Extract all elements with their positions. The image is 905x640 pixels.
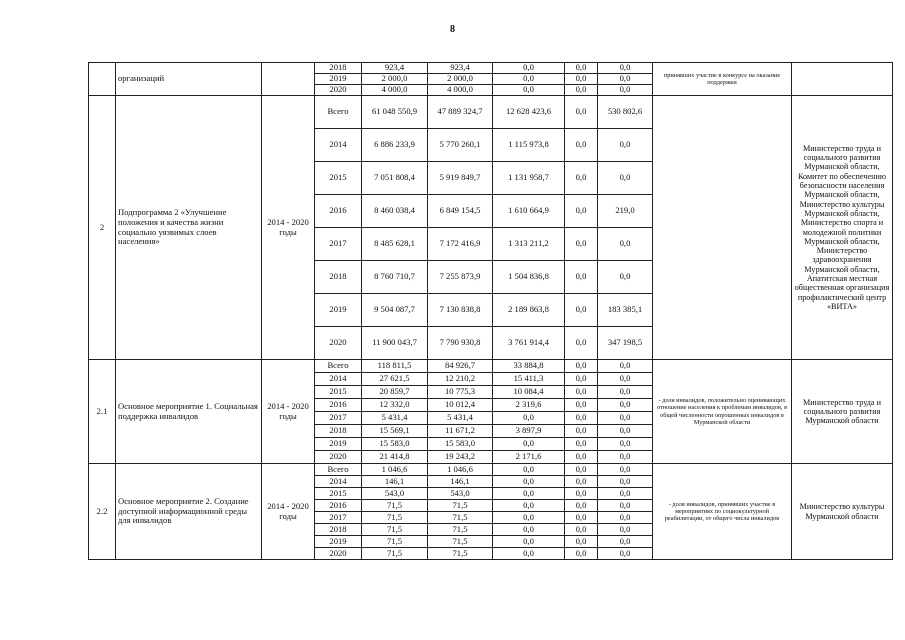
other-cell: 0,0 [598,451,653,464]
year-cell: Всего [315,360,362,373]
total-cell: 27 621,5 [362,373,428,386]
year-cell: 2019 [315,536,362,548]
federal-cell: 2 171,6 [493,451,565,464]
local-cell: 0,0 [565,536,598,548]
local-cell: 0,0 [565,96,598,129]
local-cell: 0,0 [565,162,598,195]
total-cell: 71,5 [362,536,428,548]
table-row [89,464,893,476]
local-cell: 0,0 [565,512,598,524]
table-row [89,63,893,74]
program-budget-table [88,62,893,560]
local-cell: 0,0 [565,360,598,373]
regional-cell: 923,4 [428,63,493,74]
total-cell: 923,4 [362,63,428,74]
period-cell: 2014 - 2020 годы [262,464,315,560]
local-cell: 0,0 [565,85,598,96]
year-cell: 2020 [315,451,362,464]
other-cell: 0,0 [598,261,653,294]
total-cell: 7 051 808,4 [362,162,428,195]
total-cell: 15 583,0 [362,438,428,451]
local-cell: 0,0 [565,195,598,228]
year-cell: 2018 [315,425,362,438]
year-cell: 2019 [315,294,362,327]
regional-cell: 5 770 260,1 [428,129,493,162]
federal-cell: 0,0 [493,74,565,85]
regional-cell: 7 790 930,8 [428,327,493,360]
regional-cell: 4 000,0 [428,85,493,96]
year-cell: 2020 [315,548,362,560]
other-cell: 0,0 [598,476,653,488]
local-cell: 0,0 [565,464,598,476]
regional-cell: 5 919 849,7 [428,162,493,195]
federal-cell: 0,0 [493,512,565,524]
activity-name: организаций [116,63,262,96]
federal-cell: 0,0 [493,524,565,536]
total-cell: 61 048 550,9 [362,96,428,129]
total-cell: 12 332,0 [362,399,428,412]
regional-cell: 11 671,2 [428,425,493,438]
other-cell: 0,0 [598,548,653,560]
table-row [89,360,893,373]
total-cell: 543,0 [362,488,428,500]
activity-name: Подпрограмма 2 «Улучшение положения и качества жизни социально уязвимых слоев населения» [116,96,262,360]
total-cell: 8 485 628,1 [362,228,428,261]
total-cell: 21 414,8 [362,451,428,464]
regional-cell: 10 012,4 [428,399,493,412]
row-number: 2.2 [89,464,116,560]
regional-cell: 71,5 [428,512,493,524]
year-cell: 2014 [315,476,362,488]
local-cell: 0,0 [565,548,598,560]
local-cell: 0,0 [565,261,598,294]
activity-name: Основное мероприятие 1. Социальная поддержка инвалидов [116,360,262,464]
other-cell: 183 385,1 [598,294,653,327]
indicator-cell: принявших участие в конкурсе на оказание поддержки [653,63,792,96]
local-cell: 0,0 [565,425,598,438]
year-cell: 2019 [315,438,362,451]
local-cell: 0,0 [565,129,598,162]
federal-cell: 0,0 [493,500,565,512]
period-cell [262,63,315,96]
total-cell: 8 460 038,4 [362,195,428,228]
regional-cell: 1 046,6 [428,464,493,476]
total-cell: 71,5 [362,524,428,536]
regional-cell: 7 130 838,8 [428,294,493,327]
federal-cell: 0,0 [493,476,565,488]
regional-cell: 71,5 [428,524,493,536]
year-cell: 2014 [315,373,362,386]
regional-cell: 84 926,7 [428,360,493,373]
year-cell: 2020 [315,327,362,360]
other-cell: 0,0 [598,399,653,412]
total-cell: 9 504 087,7 [362,294,428,327]
local-cell: 0,0 [565,399,598,412]
federal-cell: 0,0 [493,85,565,96]
year-cell: 2017 [315,412,362,425]
other-cell: 0,0 [598,425,653,438]
other-cell: 0,0 [598,63,653,74]
other-cell: 0,0 [598,438,653,451]
executors-cell [792,63,893,96]
total-cell: 1 046,6 [362,464,428,476]
total-cell: 4 000,0 [362,85,428,96]
other-cell: 0,0 [598,500,653,512]
federal-cell: 0,0 [493,438,565,451]
federal-cell: 0,0 [493,536,565,548]
other-cell: 0,0 [598,360,653,373]
federal-cell: 0,0 [493,488,565,500]
period-cell: 2014 - 2020 годы [262,360,315,464]
total-cell: 8 760 710,7 [362,261,428,294]
federal-cell: 3 761 914,4 [493,327,565,360]
year-cell: 2018 [315,261,362,294]
total-cell: 71,5 [362,512,428,524]
other-cell: 0,0 [598,488,653,500]
year-cell: 2015 [315,488,362,500]
local-cell: 0,0 [565,373,598,386]
indicator-cell: - доля инвалидов, принявших участие в мероприятиях по социокультурной реабилитации, от общего числа инвалидов [653,464,792,560]
activity-name: Основное мероприятие 2. Создание доступной информационной среды для инвалидов [116,464,262,560]
federal-cell: 12 628 423,6 [493,96,565,129]
year-cell: 2016 [315,195,362,228]
federal-cell: 0,0 [493,548,565,560]
year-cell: Всего [315,464,362,476]
other-cell: 0,0 [598,74,653,85]
year-cell: 2016 [315,399,362,412]
federal-cell: 10 084,4 [493,386,565,399]
regional-cell: 10 775,3 [428,386,493,399]
federal-cell: 1 131 958,7 [493,162,565,195]
executors-cell: Министерство культуры Мурманской области [792,464,893,560]
year-cell: 2016 [315,500,362,512]
other-cell: 0,0 [598,512,653,524]
year-cell: 2017 [315,228,362,261]
regional-cell: 6 849 154,5 [428,195,493,228]
federal-cell: 1 610 664,9 [493,195,565,228]
page-number: 8 [450,24,455,35]
regional-cell: 71,5 [428,500,493,512]
local-cell: 0,0 [565,412,598,425]
total-cell: 71,5 [362,548,428,560]
other-cell: 0,0 [598,228,653,261]
federal-cell: 33 884,8 [493,360,565,373]
federal-cell: 0,0 [493,464,565,476]
year-cell: 2014 [315,129,362,162]
other-cell: 0,0 [598,373,653,386]
regional-cell: 12 210,2 [428,373,493,386]
regional-cell: 7 255 873,9 [428,261,493,294]
local-cell: 0,0 [565,438,598,451]
executors-cell: Министерство труда и социального развития Мурманской области, Комитет по обеспечению безопасности населения Мурманской области, Министерство культуры Мурманской области, Министерство спорта и молодежной политики Мурманской области, Министерство здравоохранения Мурманской области, Апатитская местная общественная организация профилактический центр «ВИТА» [792,96,893,360]
total-cell: 118 811,5 [362,360,428,373]
local-cell: 0,0 [565,228,598,261]
other-cell: 0,0 [598,524,653,536]
local-cell: 0,0 [565,327,598,360]
executors-cell: Министерство труда и социального развития Мурманской области [792,360,893,464]
total-cell: 20 859,7 [362,386,428,399]
total-cell: 6 886 233,9 [362,129,428,162]
local-cell: 0,0 [565,74,598,85]
year-cell: 2015 [315,162,362,195]
regional-cell: 47 889 324,7 [428,96,493,129]
other-cell: 0,0 [598,85,653,96]
local-cell: 0,0 [565,386,598,399]
other-cell: 0,0 [598,536,653,548]
local-cell: 0,0 [565,63,598,74]
regional-cell: 543,0 [428,488,493,500]
local-cell: 0,0 [565,451,598,464]
local-cell: 0,0 [565,488,598,500]
year-cell: 2019 [315,74,362,85]
local-cell: 0,0 [565,294,598,327]
indicator-cell: - доля инвалидов, положительно оценивающих отношение населения к проблемам инвалидов, в общей численности опрошенных инвалидов в Мурманской области [653,360,792,464]
local-cell: 0,0 [565,524,598,536]
federal-cell: 1 313 211,2 [493,228,565,261]
regional-cell: 146,1 [428,476,493,488]
federal-cell: 0,0 [493,412,565,425]
period-cell: 2014 - 2020 годы [262,96,315,360]
other-cell: 530 802,6 [598,96,653,129]
regional-cell: 19 243,2 [428,451,493,464]
year-cell: Всего [315,96,362,129]
regional-cell: 15 583,0 [428,438,493,451]
year-cell: 2018 [315,524,362,536]
local-cell: 0,0 [565,500,598,512]
total-cell: 146,1 [362,476,428,488]
row-number: 2 [89,96,116,360]
federal-cell: 1 115 973,8 [493,129,565,162]
table-row [89,96,893,129]
row-number [89,63,116,96]
federal-cell: 15 411,3 [493,373,565,386]
other-cell: 0,0 [598,129,653,162]
other-cell: 219,0 [598,195,653,228]
regional-cell: 7 172 416,9 [428,228,493,261]
other-cell: 347 198,5 [598,327,653,360]
regional-cell: 71,5 [428,548,493,560]
federal-cell: 2 319,6 [493,399,565,412]
total-cell: 5 431,4 [362,412,428,425]
total-cell: 11 900 043,7 [362,327,428,360]
federal-cell: 3 897,9 [493,425,565,438]
regional-cell: 71,5 [428,536,493,548]
row-number: 2.1 [89,360,116,464]
local-cell: 0,0 [565,476,598,488]
other-cell: 0,0 [598,386,653,399]
year-cell: 2017 [315,512,362,524]
total-cell: 2 000,0 [362,74,428,85]
total-cell: 15 569,1 [362,425,428,438]
indicator-cell [653,96,792,360]
other-cell: 0,0 [598,162,653,195]
year-cell: 2018 [315,63,362,74]
federal-cell: 0,0 [493,63,565,74]
regional-cell: 5 431,4 [428,412,493,425]
other-cell: 0,0 [598,412,653,425]
regional-cell: 2 000,0 [428,74,493,85]
year-cell: 2020 [315,85,362,96]
total-cell: 71,5 [362,500,428,512]
federal-cell: 2 189 863,8 [493,294,565,327]
other-cell: 0,0 [598,464,653,476]
federal-cell: 1 504 836,8 [493,261,565,294]
year-cell: 2015 [315,386,362,399]
